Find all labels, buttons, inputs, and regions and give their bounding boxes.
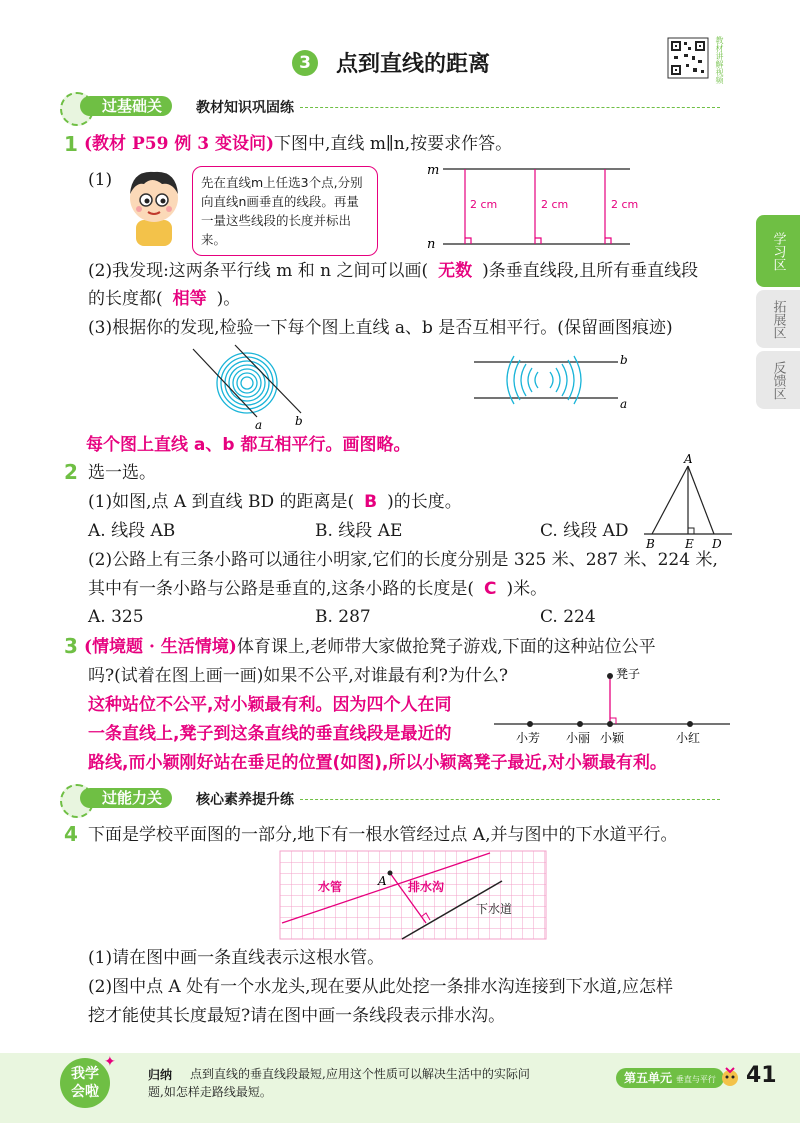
q1-answer: 每个图上直线 a、b 都互相平行。画图略。 xyxy=(86,435,411,455)
q3-number: 3 xyxy=(64,634,78,658)
lesson-number-badge: 3 xyxy=(292,50,318,76)
q1-figure-rings xyxy=(185,343,315,431)
q2-part2-option-a[interactable]: A. 325 xyxy=(88,607,144,627)
q4-stem: 下面是学校平面图的一部分,地下有一根水管经过点 A,并与图中的下水道平行。 xyxy=(88,825,678,845)
q1-part2-line1: (2)我发现:这两条平行线 m 和 n 之间可以画( 无数 )条垂直线段,且所有垂直线段 xyxy=(88,261,699,281)
label-person-2: 小丽 xyxy=(566,731,591,745)
q4-part2-line1: (2)图中点 A 处有一个水龙头,现在要从此处挖一条排水沟连接到下水道,应怎样 xyxy=(88,977,673,997)
q1-part1-label: (1) xyxy=(88,170,113,190)
measure-1: 2 cm xyxy=(470,198,498,211)
section2-divider xyxy=(300,799,720,800)
q1-part3: (3)根据你的发现,检验一下每个图上直线 a、b 是否互相平行。(保留画图痕迹) xyxy=(88,318,673,338)
label-n: n xyxy=(427,237,436,252)
footer-unit xyxy=(616,1068,724,1088)
footer-unit-name: 第五单元 xyxy=(624,1071,673,1085)
measure-2: 2 cm xyxy=(541,198,569,211)
fig2-label-b: b xyxy=(620,353,628,367)
q2-part2-answer[interactable]: C xyxy=(484,579,497,599)
q1-source: (教材 P59 例 3 变设问) xyxy=(84,134,275,154)
tab-extend[interactable]: 拓展区 xyxy=(756,290,800,348)
q3-stem-line2: 吗?(试着在图上画一画)如果不公平,对谁最有利?为什么? xyxy=(88,666,509,686)
tab-study[interactable]: 学习区 xyxy=(756,215,800,287)
tab-feedback[interactable]: 反馈区 xyxy=(756,351,800,409)
footer-unit-sub: 垂直与平行 xyxy=(675,1075,716,1084)
section2-subtitle: 核心素养提升练 xyxy=(196,792,294,808)
fig1-label-a: a xyxy=(255,418,263,432)
q1-figure-arcs xyxy=(470,352,630,412)
boy-cartoon-icon xyxy=(122,160,186,246)
person-point-1 xyxy=(527,721,533,727)
page-title: 点到直线的距离 xyxy=(336,52,491,77)
q1-answer-equal[interactable]: 相等 xyxy=(172,289,207,309)
tri-label-D: D xyxy=(712,537,722,551)
q4-part1: (1)请在图中画一条直线表示这根水管。 xyxy=(88,948,385,968)
q3-stool-figure xyxy=(490,664,735,746)
footer-summary-label: 归纳 xyxy=(148,1068,173,1082)
tri-label-B: B xyxy=(646,537,655,551)
q3-answer-line3: 路线,而小颖刚好站在垂足的位置(如图),所以小颖离凳子最近,对小颖最有利。 xyxy=(88,753,667,773)
q3-answer-line2: 一条直线上,凳子到这条直线的垂直线段是最近的 xyxy=(88,724,452,744)
q2-triangle-figure xyxy=(640,452,735,550)
label-sewer: 下水道 xyxy=(476,902,513,916)
q1-parallel-figure xyxy=(425,160,639,252)
label-ditch: 排水沟 xyxy=(408,880,445,894)
q1-stem-text: 下图中,直线 m∥n,按要求作答。 xyxy=(274,134,513,154)
q2-number: 2 xyxy=(64,460,78,484)
q2-part2-option-c[interactable]: C. 224 xyxy=(540,607,596,627)
q2-part1: (1)如图,点 A 到直线 BD 的距离是( B )的长度。 xyxy=(88,492,462,512)
label-pipe: 水管 xyxy=(318,880,343,894)
mascot-icon xyxy=(720,1066,740,1088)
label-point-A: A xyxy=(378,874,387,888)
q2-part2-line2: 其中有一条小路与公路是垂直的,这条小路的长度是( C )米。 xyxy=(88,579,548,599)
footer-summary-line1: 点到直线的垂直线段最短,应用这个性质可以解决生活中的实际问 xyxy=(190,1067,530,1081)
q1-number: 1 xyxy=(64,132,78,156)
q1-part2-line2: 的长度都( 相等 )。 xyxy=(88,289,241,309)
person-point-3 xyxy=(607,721,613,727)
q3-source: (情境题 · 生活情境) xyxy=(84,637,237,657)
measure-3: 2 cm xyxy=(611,198,639,211)
qr-caption: 教材讲解视频 xyxy=(715,36,724,84)
q3-answer-line1: 这种站位不公平,对小颖最有利。因为四个人在同 xyxy=(88,695,452,715)
tri-label-E: E xyxy=(685,537,694,551)
label-m: m xyxy=(427,163,440,178)
footer-badge: 我学会啦 xyxy=(60,1058,110,1108)
q3-stem-line1: (情境题 · 生活情境)体育课上,老师带大家做抢凳子游戏,下面的这种站位公平 xyxy=(84,637,656,657)
page-number: 41 xyxy=(746,1063,777,1088)
footer-summary-line2: 题,如怎样走路线最短。 xyxy=(148,1085,272,1099)
q4-grid-map xyxy=(280,851,548,941)
q2-part2-line1: (2)公路上有三条小路可以通往小明家,它们的长度分别是 325 米、287 米、224 米, xyxy=(88,550,718,570)
q4-part2-line2: 挖才能使其长度最短?请在图中画一条线段表示排水沟。 xyxy=(88,1006,506,1026)
fig1-label-b: b xyxy=(295,414,303,428)
person-point-4 xyxy=(687,721,693,727)
q1-stem xyxy=(84,132,512,156)
speech-bubble: 先在直线m上任选3个点,分别向直线n画垂直的线段。再量一量这些线段的长度并标出来。 xyxy=(192,166,378,256)
label-person-4: 小红 xyxy=(676,731,701,745)
q2-part2-option-b[interactable]: B. 287 xyxy=(315,607,371,627)
label-stool: 凳子 xyxy=(616,667,641,681)
q2-part1-option-b[interactable]: B. 线段 AE xyxy=(315,521,403,541)
fig2-label-a: a xyxy=(620,397,628,411)
q2-part1-answer[interactable]: B xyxy=(364,492,378,512)
q2-part1-option-a[interactable]: A. 线段 AB xyxy=(88,521,176,541)
q4-number: 4 xyxy=(64,822,78,846)
point-A xyxy=(388,871,393,876)
section1-label: 过基础关 xyxy=(80,96,172,116)
q2-part1-option-c[interactable]: C. 线段 AD xyxy=(540,521,629,541)
section1-subtitle: 教材知识巩固练 xyxy=(196,100,294,116)
tri-label-A: A xyxy=(684,452,693,466)
person-point-2 xyxy=(577,721,583,727)
section1-divider xyxy=(300,107,720,108)
q2-stem: 选一选。 xyxy=(88,463,156,483)
label-person-3: 小颖 xyxy=(600,731,625,745)
qr-code-icon[interactable] xyxy=(668,38,708,78)
q1-answer-countless[interactable]: 无数 xyxy=(438,261,473,281)
stool-point xyxy=(607,673,613,679)
label-person-1: 小芳 xyxy=(516,731,541,745)
section2-label: 过能力关 xyxy=(80,788,172,808)
star-icon: ✦ xyxy=(104,1054,116,1070)
